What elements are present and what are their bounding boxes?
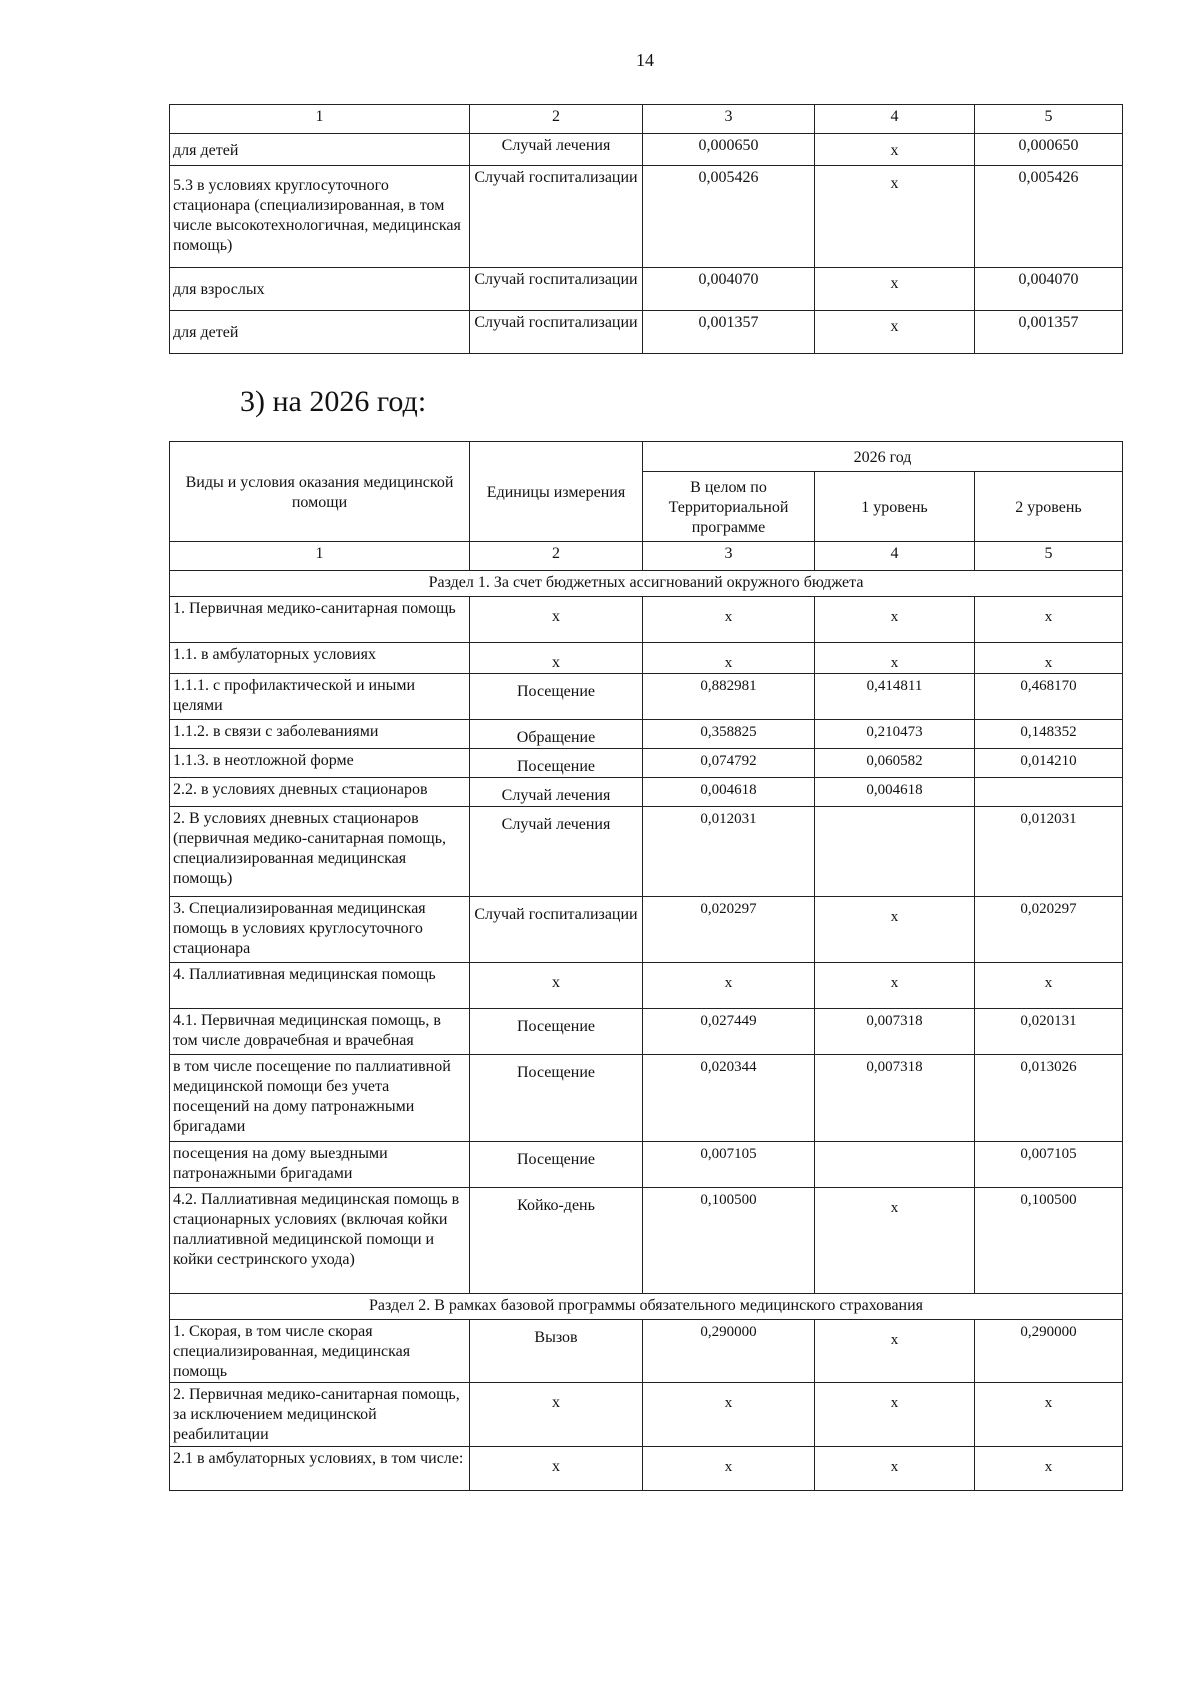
column-number: 3 [643, 542, 815, 571]
header-units: Единицы измерения [470, 442, 643, 542]
value-cell: 0,290000 [975, 1320, 1123, 1383]
table-row [170, 166, 1123, 268]
value-cell: 0,007105 [975, 1142, 1123, 1188]
value-cell: х [643, 963, 815, 1009]
header-cell: 2 [470, 105, 643, 134]
value-cell: 0,358825 [643, 720, 815, 749]
table-row [170, 643, 1123, 674]
value-cell: х [975, 643, 1123, 674]
row-label: 2.2. в условиях дневных стационаров [170, 778, 470, 807]
value-cell: х [643, 597, 815, 643]
page-number: 14 [636, 50, 654, 70]
value-cell: 0,074792 [643, 749, 815, 778]
header-year: 2026 год [643, 442, 1123, 472]
value-cell: 0,148352 [975, 720, 1123, 749]
unit-cell: х [470, 597, 643, 643]
table-row [170, 134, 1123, 166]
unit-cell: Случай госпитализации [470, 268, 643, 311]
value-cell: х [815, 897, 975, 963]
row-label: для детей [170, 134, 470, 166]
section-2-rows [170, 1320, 1123, 1491]
section-row [170, 1294, 1123, 1320]
value-cell: 0,004070 [643, 268, 815, 311]
value-cell: х [815, 643, 975, 674]
value-cell: 0,005426 [643, 166, 815, 268]
header-cell: 1 [170, 105, 470, 134]
unit-cell: Вызов [470, 1320, 643, 1383]
value-cell: 0,468170 [975, 674, 1123, 720]
value-cell: х [815, 134, 975, 166]
row-label: 4. Паллиативная медицинская помощь [170, 963, 470, 1009]
unit-cell: х [470, 1383, 643, 1447]
value-cell: х [815, 963, 975, 1009]
value-cell: х [815, 311, 975, 354]
row-label: 4.2. Паллиативная медицинская помощь в стационарных условиях (включая койки паллиативной медицинской помощи и койки сестринского ухода) [170, 1188, 470, 1294]
value-cell [975, 778, 1123, 807]
header-row [170, 442, 1123, 472]
row-label: 3. Специализированная медицинская помощь в условиях круглосуточного стационара [170, 897, 470, 963]
value-cell: х [815, 597, 975, 643]
header-level-1: 1 уровень [815, 472, 975, 542]
value-cell: х [815, 1447, 975, 1491]
value-cell: 0,027449 [643, 1009, 815, 1055]
table-row [170, 1009, 1123, 1055]
value-cell: 0,060582 [815, 749, 975, 778]
header-total: В целом по Территориальной программе [643, 472, 815, 542]
section-1-rows [170, 597, 1123, 1294]
table-row [170, 1383, 1123, 1447]
header-cell: 3 [643, 105, 815, 134]
row-label: посещения на дому выездными патронажными бригадами [170, 1142, 470, 1188]
value-cell: 0,004618 [815, 778, 975, 807]
unit-cell: Койко-день [470, 1188, 643, 1294]
row-label: 1. Первичная медико-санитарная помощь [170, 597, 470, 643]
row-label: 1.1. в амбулаторных условиях [170, 643, 470, 674]
column-number: 1 [170, 542, 470, 571]
section-row [170, 571, 1123, 597]
unit-cell: Случай лечения [470, 134, 643, 166]
value-cell: 0,020297 [975, 897, 1123, 963]
row-label: 1. Скорая, в том числе скорая специализированная, медицинская помощь [170, 1320, 470, 1383]
row-label: 1.1.3. в неотложной форме [170, 749, 470, 778]
value-cell: 0,882981 [643, 674, 815, 720]
table-row [170, 674, 1123, 720]
unit-cell: Обращение [470, 720, 643, 749]
value-cell: 0,007318 [815, 1055, 975, 1142]
value-cell: х [643, 1383, 815, 1447]
value-cell: 0,000650 [975, 134, 1123, 166]
row-label: 2. В условиях дневных стационаров (первичная медико-санитарная помощь, специализированная медицинская помощь) [170, 807, 470, 897]
row-label: для детей [170, 311, 470, 354]
unit-cell: Случай лечения [470, 778, 643, 807]
value-cell: 0,100500 [975, 1188, 1123, 1294]
unit-cell: Посещение [470, 1142, 643, 1188]
row-label: 2. Первичная медико-санитарная помощь, за исключением медицинской реабилитации [170, 1383, 470, 1447]
unit-cell: Посещение [470, 1009, 643, 1055]
main-table [169, 441, 1123, 1491]
unit-cell: Посещение [470, 1055, 643, 1142]
value-cell: 0,100500 [643, 1188, 815, 1294]
row-label: 1.1.1. с профилактической и иными целями [170, 674, 470, 720]
value-cell: 0,414811 [815, 674, 975, 720]
table-row [170, 897, 1123, 963]
value-cell: 0,012031 [643, 807, 815, 897]
value-cell: х [975, 1447, 1123, 1491]
value-cell: 0,004070 [975, 268, 1123, 311]
table-row [170, 807, 1123, 897]
value-cell: х [815, 1383, 975, 1447]
top-table [169, 104, 1123, 354]
unit-cell: Случай госпитализации [470, 166, 643, 268]
table-row [170, 749, 1123, 778]
unit-cell: Случай госпитализации [470, 311, 643, 354]
value-cell [815, 807, 975, 897]
value-cell: 0,210473 [815, 720, 975, 749]
value-cell: 0,014210 [975, 749, 1123, 778]
header-cell: 5 [975, 105, 1123, 134]
table-row [170, 597, 1123, 643]
table-row [170, 1447, 1123, 1491]
table-row [170, 1142, 1123, 1188]
table-row [170, 963, 1123, 1009]
unit-cell: Случай лечения [470, 807, 643, 897]
column-numbers-row [170, 542, 1123, 571]
value-cell: 0,020344 [643, 1055, 815, 1142]
value-cell: х [643, 1447, 815, 1491]
column-number: 4 [815, 542, 975, 571]
value-cell: 0,007318 [815, 1009, 975, 1055]
value-cell: х [975, 1383, 1123, 1447]
header-cell: 4 [815, 105, 975, 134]
value-cell: х [643, 643, 815, 674]
value-cell: 0,020131 [975, 1009, 1123, 1055]
value-cell: х [975, 597, 1123, 643]
table-row [170, 1055, 1123, 1142]
row-label: в том числе посещение по паллиативной медицинской помощи без учета посещений на дому патронажными бригадами [170, 1055, 470, 1142]
value-cell: 0,001357 [975, 311, 1123, 354]
row-label: 5.3 в условиях круглосуточного стационара (специализированная, в том числе высокотехнологичная, медицинская помощь) [170, 166, 470, 268]
unit-cell: Посещение [470, 674, 643, 720]
value-cell: 0,290000 [643, 1320, 815, 1383]
value-cell: х [815, 166, 975, 268]
value-cell: 0,001357 [643, 311, 815, 354]
value-cell: 0,020297 [643, 897, 815, 963]
unit-cell: х [470, 963, 643, 1009]
column-number: 5 [975, 542, 1123, 571]
header-kinds: Виды и условия оказания медицинской помощи [170, 442, 470, 542]
unit-cell: Случай госпитализации [470, 897, 643, 963]
value-cell: х [815, 1320, 975, 1383]
row-label: 2.1 в амбулаторных условиях, в том числе: [170, 1447, 470, 1491]
row-label: 1.1.2. в связи с заболеваниями [170, 720, 470, 749]
table-row [170, 1188, 1123, 1294]
unit-cell: Посещение [470, 749, 643, 778]
section-title: 3) на 2026 год: [240, 385, 427, 418]
table-row [170, 311, 1123, 354]
value-cell: 0,004618 [643, 778, 815, 807]
value-cell: 0,012031 [975, 807, 1123, 897]
table-row [170, 268, 1123, 311]
value-cell: х [815, 1188, 975, 1294]
value-cell: х [975, 963, 1123, 1009]
section-2-title: Раздел 2. В рамках базовой программы обязательного медицинского страхования [170, 1294, 1123, 1320]
value-cell: 0,000650 [643, 134, 815, 166]
value-cell [815, 1142, 975, 1188]
header-level-2: 2 уровень [975, 472, 1123, 542]
value-cell: 0,013026 [975, 1055, 1123, 1142]
value-cell: 0,005426 [975, 166, 1123, 268]
value-cell: 0,007105 [643, 1142, 815, 1188]
row-label: 4.1. Первичная медицинская помощь, в том числе доврачебная и врачебная [170, 1009, 470, 1055]
value-cell: х [815, 268, 975, 311]
top-table-header-row [170, 105, 1123, 134]
unit-cell: х [470, 1447, 643, 1491]
row-label: для взрослых [170, 268, 470, 311]
unit-cell: х [470, 643, 643, 674]
table-row [170, 1320, 1123, 1383]
section-1-title: Раздел 1. За счет бюджетных ассигнований окружного бюджета [170, 571, 1123, 597]
table-row [170, 720, 1123, 749]
table-row [170, 778, 1123, 807]
column-number: 2 [470, 542, 643, 571]
